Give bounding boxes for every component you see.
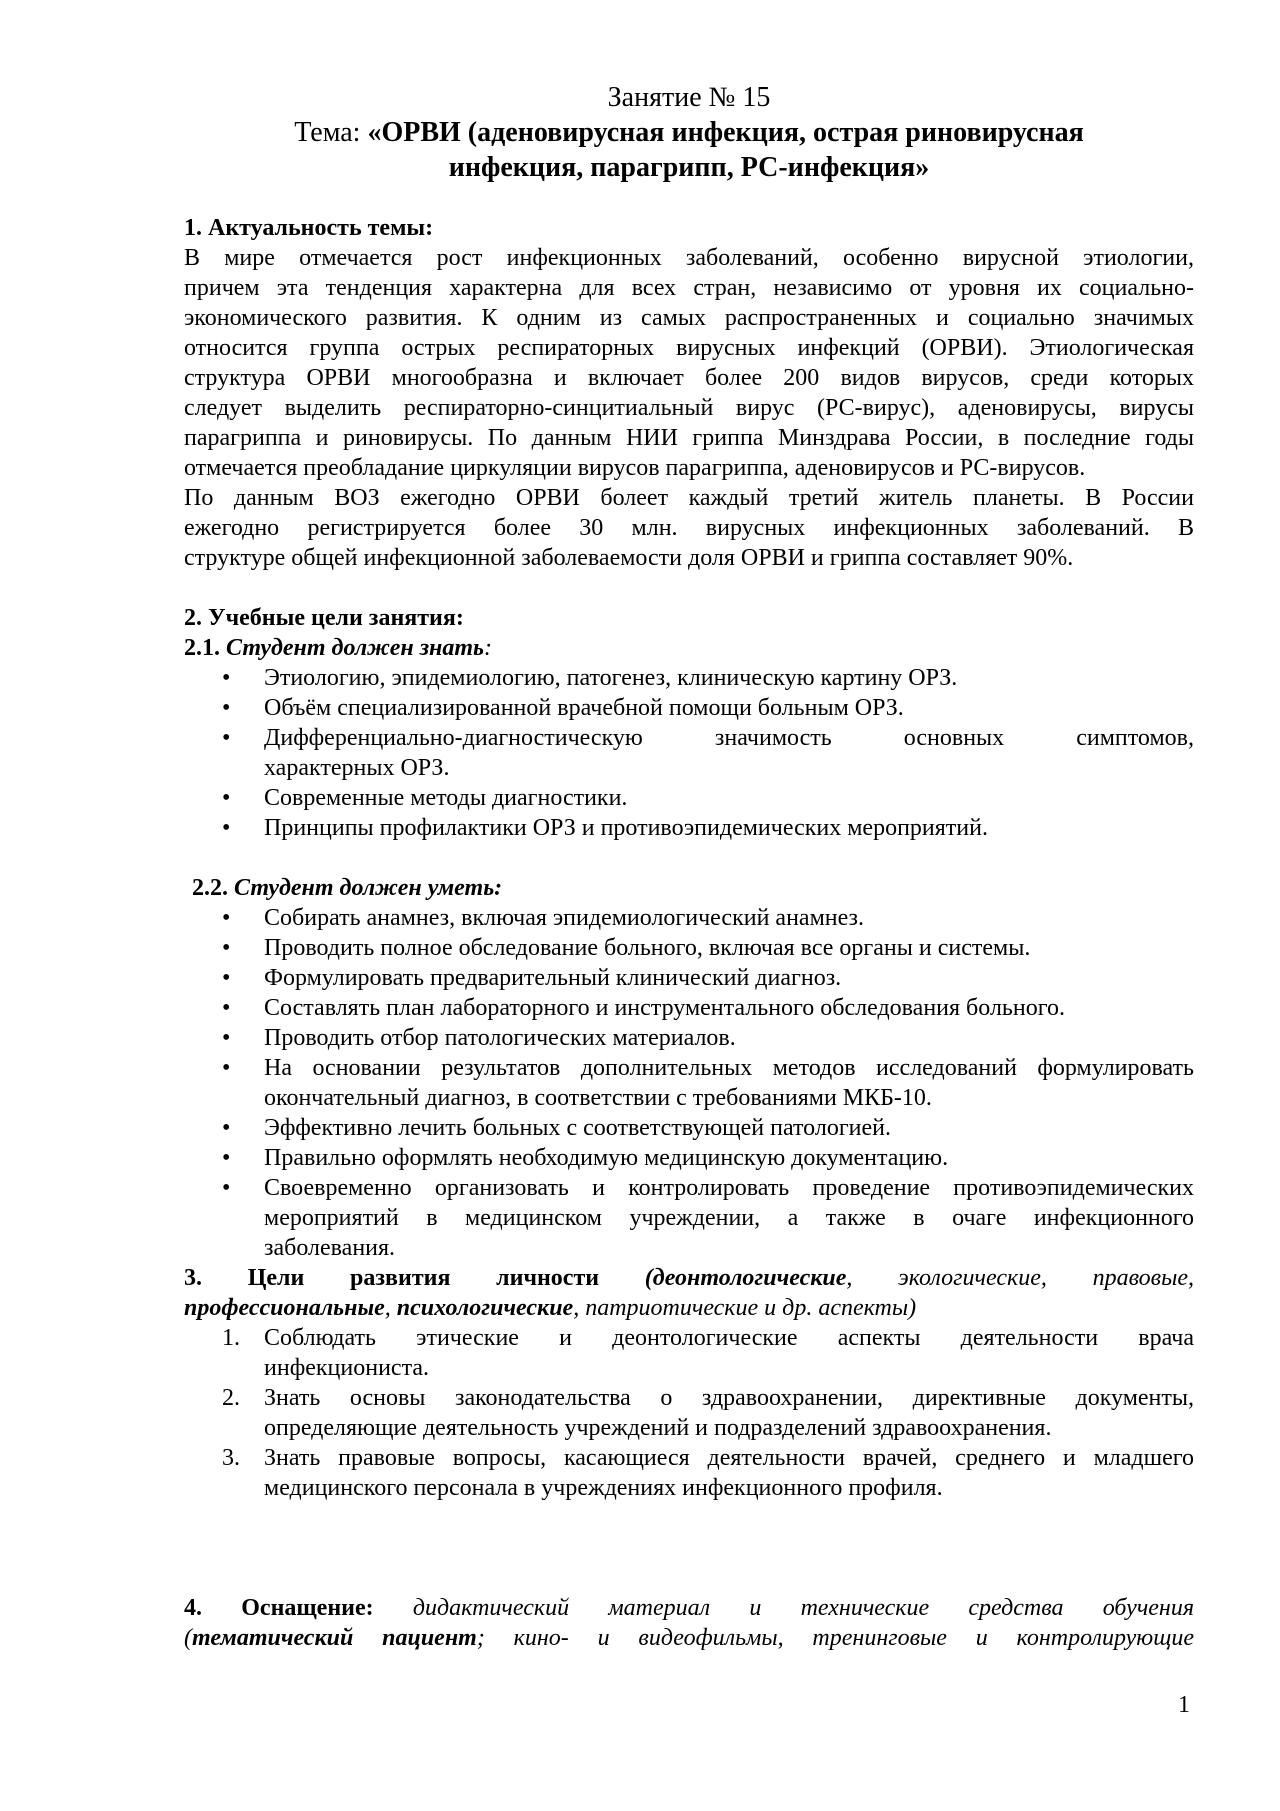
list-item: [184, 933, 1194, 963]
list-number: 2.: [222, 1385, 240, 1411]
bullet-icon: •: [222, 935, 231, 961]
bullet-icon: •: [222, 1145, 231, 1171]
bullet-icon: •: [222, 995, 231, 1021]
paragraph-line: экономического развития. К одним из самых распространенных и социально значимых: [184, 305, 1194, 331]
list-item: [184, 693, 1194, 723]
list-item: [184, 1053, 1194, 1113]
list-item: [184, 813, 1194, 843]
bullet-icon: •: [222, 1055, 231, 1081]
can-list: [184, 903, 1194, 1263]
list-item-text: Формулировать предварительный клинический диагноз.: [264, 965, 842, 991]
section-4-heading: 4. Оснащение: дидактический материал и технические средства обучения: [184, 1595, 1194, 1621]
topic-line-2: инфекция, парагрипп, РС-инфекция»: [448, 152, 930, 183]
paragraph-line: ежегодно регистрируется более 30 млн. вирусных инфекционных заболеваний. В: [184, 515, 1194, 541]
paragraph-line: следует выделить респираторно-синцитиальный вирус (РС-вирус), аденовирусы, вирусы: [184, 395, 1194, 421]
list-item: [184, 1113, 1194, 1143]
list-number: 1.: [222, 1325, 240, 1351]
list-item: [184, 903, 1194, 933]
bullet-icon: •: [222, 1175, 231, 1201]
bullet-icon: •: [222, 965, 231, 991]
paragraph-line: По данным ВОЗ ежегодно ОРВИ болеет каждый третий житель планеты. В России: [184, 485, 1194, 511]
list-item-text: Составлять план лабораторного и инструментального обследования больного.: [264, 995, 1065, 1021]
paragraph-line: относится группа острых респираторных вирусных инфекций (ОРВИ). Этиологическая: [184, 335, 1194, 361]
list-item: [184, 1443, 1194, 1503]
list-item-text: Собирать анамнез, включая эпидемиологический анамнез.: [264, 905, 865, 931]
document-body: [184, 213, 1194, 1653]
know-list: [184, 663, 1194, 843]
paragraph-line: В мире отмечается рост инфекционных заболеваний, особенно вирусной этиологии,: [184, 245, 1194, 271]
document-title: [184, 80, 1194, 185]
list-item: [184, 783, 1194, 813]
list-item: [184, 1023, 1194, 1053]
bullet-icon: •: [222, 665, 231, 691]
list-item-text: характерных ОРЗ.: [264, 755, 450, 781]
list-item-text: Правильно оформлять необходимую медицинскую документацию.: [264, 1145, 949, 1171]
bullet-icon: •: [222, 815, 231, 841]
list-item: [184, 993, 1194, 1023]
list-item-text: Проводить отбор патологических материалов.: [264, 1025, 736, 1051]
list-item-text: инфекциониста.: [264, 1355, 430, 1381]
subsection-2-2-heading: 2.2. Студент должен уметь:: [192, 875, 503, 901]
list-item: [184, 723, 1194, 783]
bullet-icon: •: [222, 785, 231, 811]
list-item-text: определяющие деятельность учреждений и подразделений здравоохранения.: [264, 1415, 1052, 1441]
list-item-text: Этиологию, эпидемиологию, патогенез, клиническую картину ОРЗ.: [264, 665, 958, 691]
list-item: [184, 963, 1194, 993]
list-item: [184, 1383, 1194, 1443]
bullet-icon: •: [222, 725, 231, 751]
paragraph-line: структура ОРВИ многообразна и включает более 200 видов вирусов, среди которых: [184, 365, 1194, 391]
lesson-number: Занятие № 15: [607, 82, 771, 113]
list-item-text: Своевременно организовать и контролировать проведение противоэпидемических: [264, 1175, 1194, 1201]
list-item-text: Эффективно лечить больных с соответствующей патологией.: [264, 1115, 892, 1141]
list-item: [184, 1143, 1194, 1173]
subsection-2-1-heading: 2.1. Студент должен знать:: [184, 635, 493, 661]
section-1-heading: 1. Актуальность темы:: [184, 215, 434, 241]
list-item-text: Знать правовые вопросы, касающиеся деятельности врачей, среднего и младшего: [264, 1445, 1194, 1471]
list-item-text: Проводить полное обследование больного, включая все органы и системы.: [264, 935, 1031, 961]
list-item: [184, 663, 1194, 693]
list-item-text: Дифференциально-диагностическую значимость основных симптомов,: [264, 725, 1194, 751]
paragraph-line: причем эта тенденция характерна для всех стран, независимо от уровня их социально-: [184, 275, 1194, 301]
list-item-text: Современные методы диагностики.: [264, 785, 628, 811]
section-4-cont: (тематический пациент; кино- и видеофильмы, тренинговые и контролирующие: [184, 1625, 1195, 1651]
page-number: 1: [1178, 1692, 1190, 1718]
list-item: [184, 1323, 1194, 1383]
bullet-icon: •: [222, 905, 231, 931]
bullet-icon: •: [222, 1025, 231, 1051]
topic-line-1: Тема: «ОРВИ (аденовирусная инфекция, острая риновирусная: [294, 117, 1084, 148]
bullet-icon: •: [222, 695, 231, 721]
list-item-text: Соблюдать этические и деонтологические аспекты деятельности врача: [264, 1325, 1194, 1351]
list-item: [184, 1173, 1194, 1263]
list-item-text: мероприятий в медицинском учреждении, а также в очаге инфекционного: [264, 1205, 1194, 1231]
section-1-paragraph: [184, 243, 1194, 573]
paragraph-line: парагриппа и риновирусы. По данным НИИ гриппа Минздрава России, в последние годы: [184, 425, 1194, 451]
list-item-text: Принципы профилактики ОРЗ и противоэпидемических мероприятий.: [264, 815, 988, 841]
section-3-list: [184, 1323, 1194, 1503]
paragraph-line: структуре общей инфекционной заболеваемости доля ОРВИ и гриппа составляет 90%.: [184, 545, 1074, 571]
section-3-heading: 3. Цели развития личности (деонтологические, экологические, правовые,: [184, 1265, 1194, 1291]
bullet-icon: •: [222, 1115, 231, 1141]
list-item-text: окончательный диагноз, в соответствии с требованиями МКБ-10.: [264, 1085, 932, 1111]
paragraph-line: отмечается преобладание циркуляции вирусов парагриппа, аденовирусов и РС-вирусов.: [184, 455, 1086, 481]
list-number: 3.: [222, 1445, 240, 1471]
list-item-text: Объём специализированной врачебной помощи больным ОРЗ.: [264, 695, 904, 721]
section-2-heading: 2. Учебные цели занятия:: [184, 605, 464, 631]
section-3-heading-cont: профессиональные, психологические, патриотические и др. аспекты): [184, 1295, 917, 1321]
list-item-text: На основании результатов дополнительных методов исследований формулировать: [264, 1055, 1194, 1081]
list-item-text: заболевания.: [264, 1235, 396, 1261]
list-item-text: Знать основы законодательства о здравоохранении, директивные документы,: [264, 1385, 1194, 1411]
list-item-text: медицинского персонала в учреждениях инфекционного профиля.: [264, 1475, 943, 1501]
